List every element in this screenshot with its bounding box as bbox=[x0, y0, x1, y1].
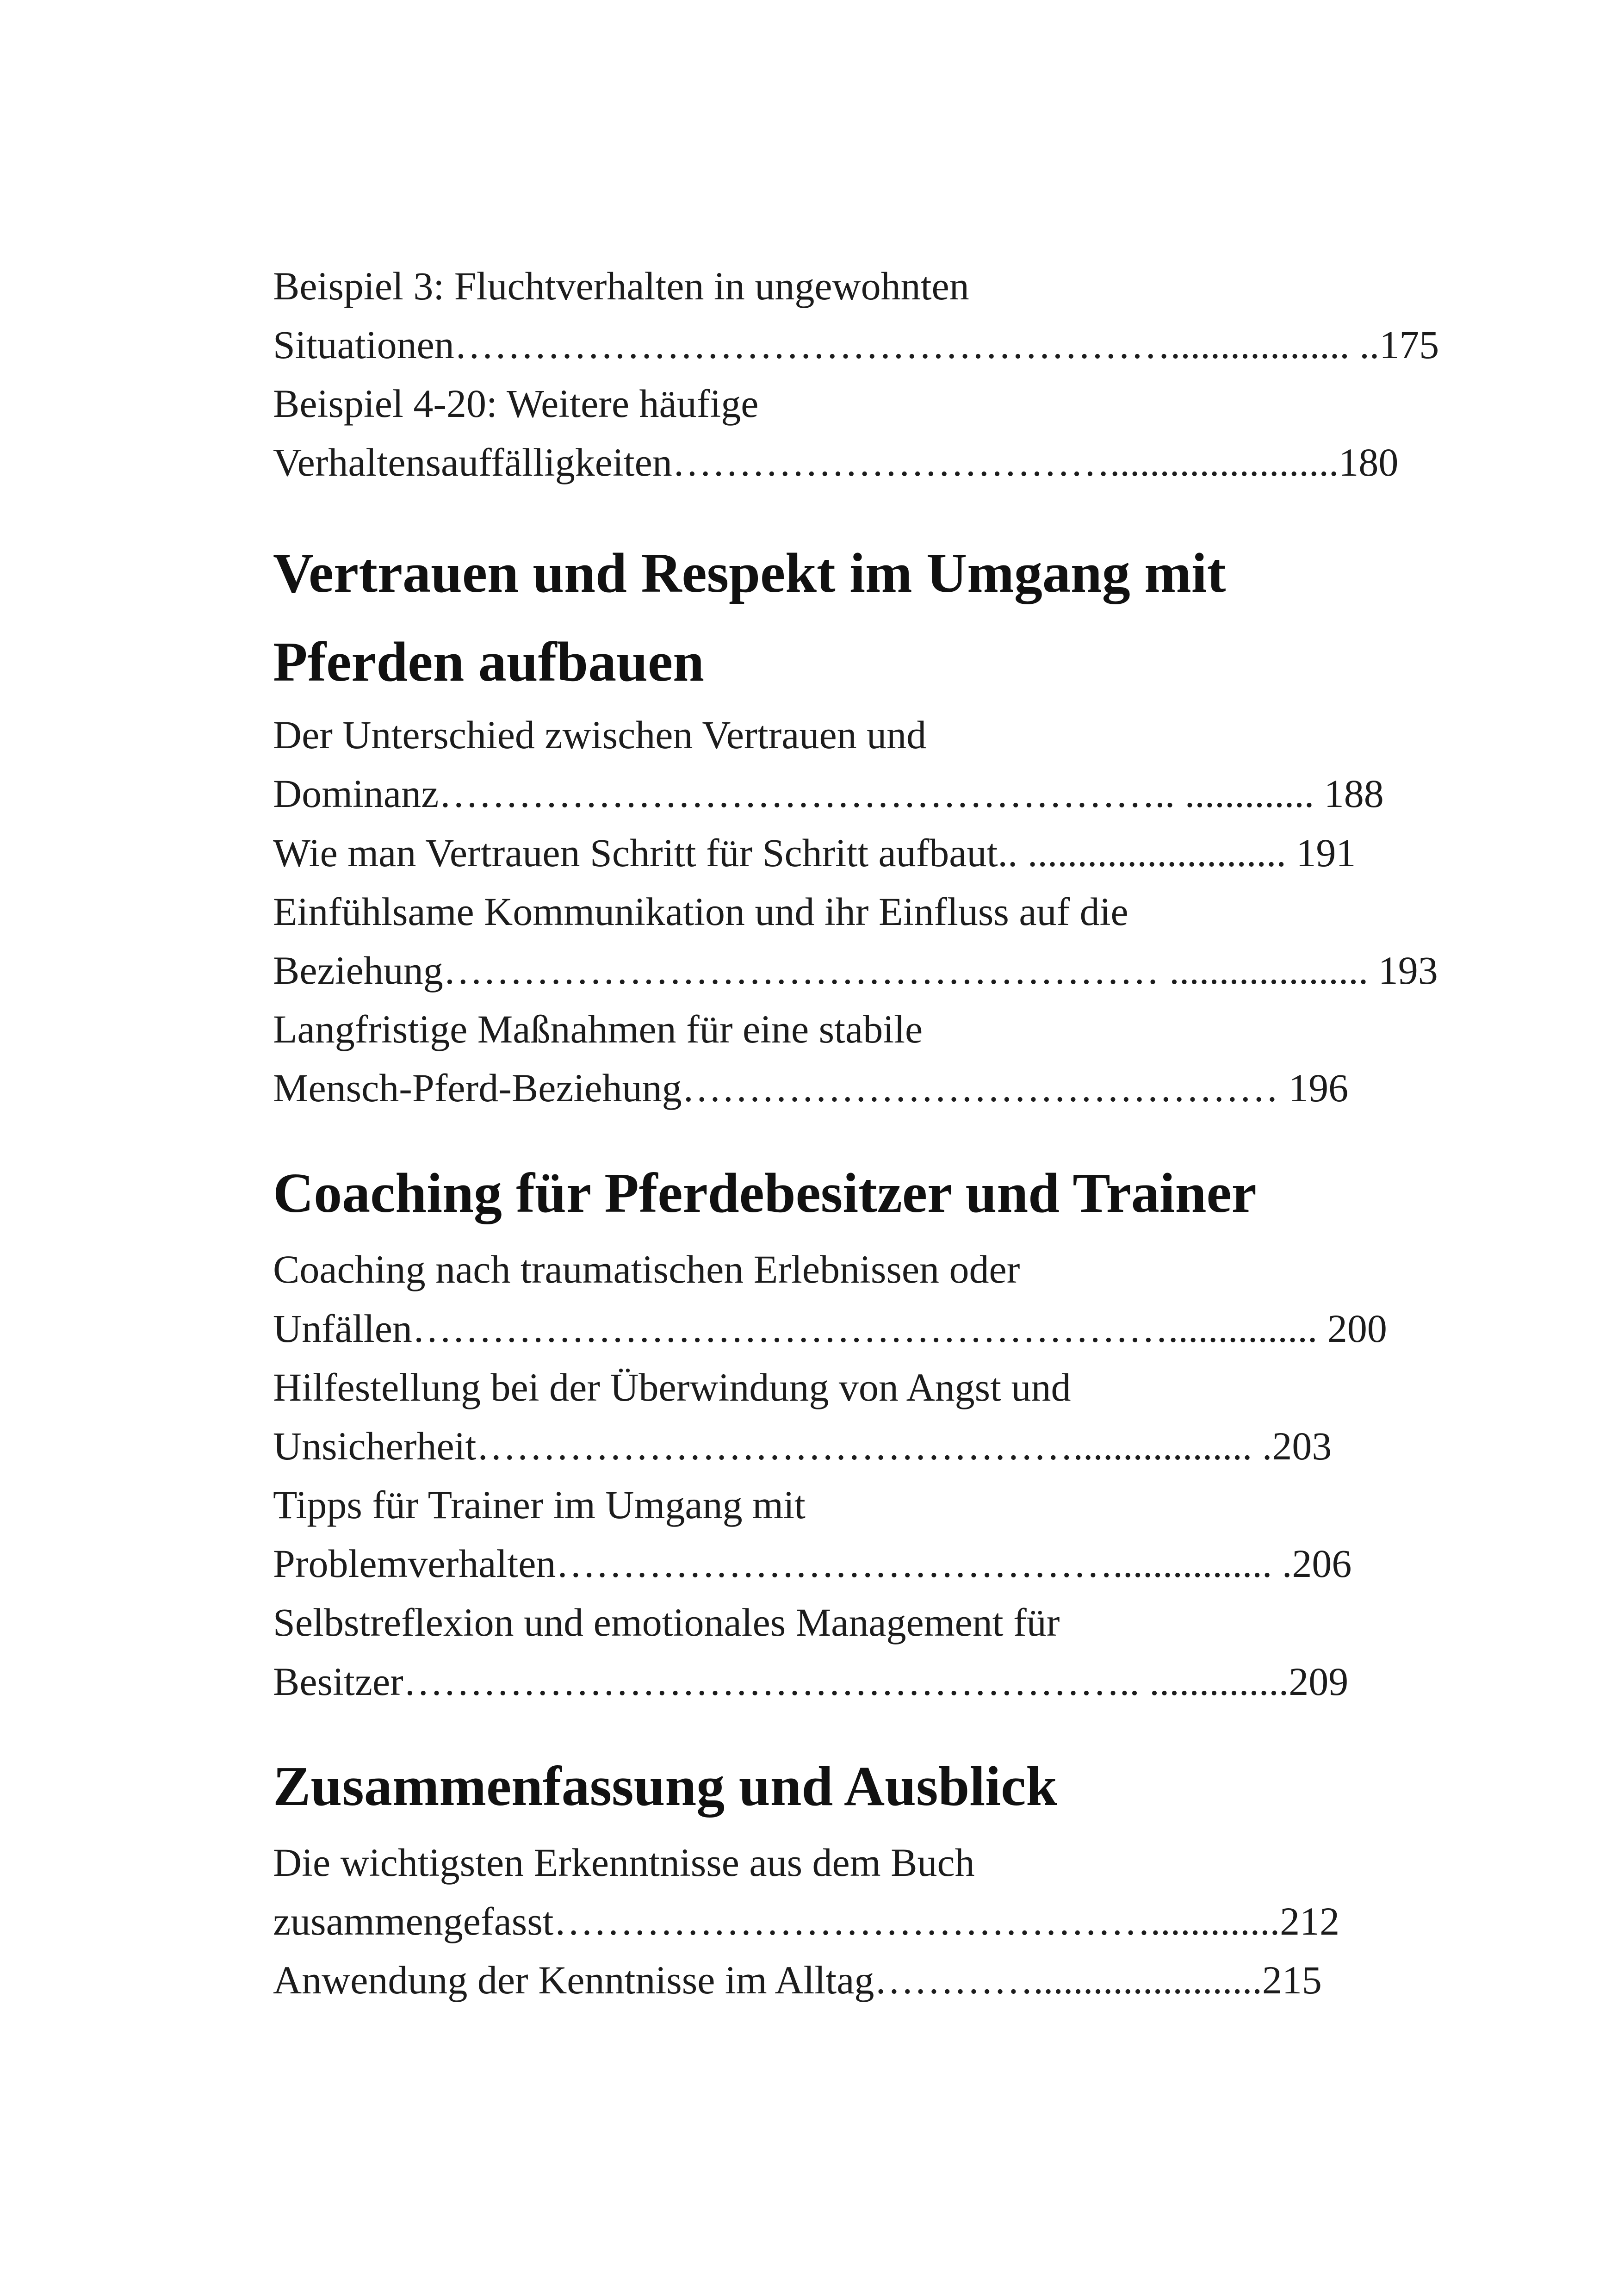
toc-entry-line: Der Unterschied zwischen Vertrauen und bbox=[273, 713, 927, 757]
toc-entry-line: Besitzer……………………………………………….. ..............209 bbox=[273, 1659, 1349, 1704]
toc-entry-line: Problemverhalten……………………………………................ .206 bbox=[273, 1541, 1352, 1586]
toc-entry-line: Anwendung der Kenntnisse im Alltag………….......................215 bbox=[273, 1958, 1322, 2002]
section-heading: Coaching für Pferdebesitzer und Trainer bbox=[273, 1162, 1257, 1224]
toc-entry-line: Dominanz……………………………………………….. ............. 188 bbox=[273, 771, 1384, 816]
toc-entry-line: Beispiel 3: Fluchtverhalten in ungewohnten bbox=[273, 264, 969, 308]
section-heading: Pferden aufbauen bbox=[273, 631, 704, 693]
toc-entry-line: Tipps für Trainer im Umgang mit bbox=[273, 1483, 806, 1527]
toc-entry-line: Verhaltensauffälligkeiten…………………………….......................180 bbox=[273, 440, 1399, 484]
toc-entry-line: Unfällen…………………………………………………............... 200 bbox=[273, 1306, 1387, 1351]
toc-entry-line: Hilfestellung bei der Überwindung von Angst und bbox=[273, 1365, 1071, 1409]
section-heading: Vertrauen und Respekt im Umgang mit bbox=[273, 542, 1226, 604]
toc-entry-line: Beispiel 4-20: Weitere häufige bbox=[273, 381, 759, 426]
toc-entry-line: zusammengefasst……………………………………….............212 bbox=[273, 1899, 1340, 1943]
toc-entry-line: Beziehung……………………………………………… .................... 193 bbox=[273, 948, 1438, 993]
toc-entry-line: Wie man Vertrauen Schritt für Schritt aufbaut.. .......................... 191 bbox=[273, 831, 1356, 875]
toc-entry-line: Die wichtigsten Erkenntnisse aus dem Buch bbox=[273, 1840, 975, 1885]
section-heading: Zusammenfassung und Ausblick bbox=[273, 1755, 1058, 1818]
toc-entry-line: Unsicherheit……………………………………….................. .203 bbox=[273, 1424, 1332, 1468]
toc-entry-line: Situationen……………………………………………….................. ..175 bbox=[273, 323, 1439, 367]
toc-entry-line: Selbstreflexion und emotionales Management für bbox=[273, 1600, 1060, 1644]
toc-entry-line: Einfühlsame Kommunikation und ihr Einfluss auf die bbox=[273, 889, 1128, 934]
toc-entry-line: Langfristige Maßnahmen für eine stabile bbox=[273, 1007, 923, 1051]
toc-entry-line: Coaching nach traumatischen Erlebnissen oder bbox=[273, 1247, 1020, 1291]
toc-entry-line: Mensch-Pferd-Beziehung……………………………………… 196 bbox=[273, 1066, 1349, 1110]
